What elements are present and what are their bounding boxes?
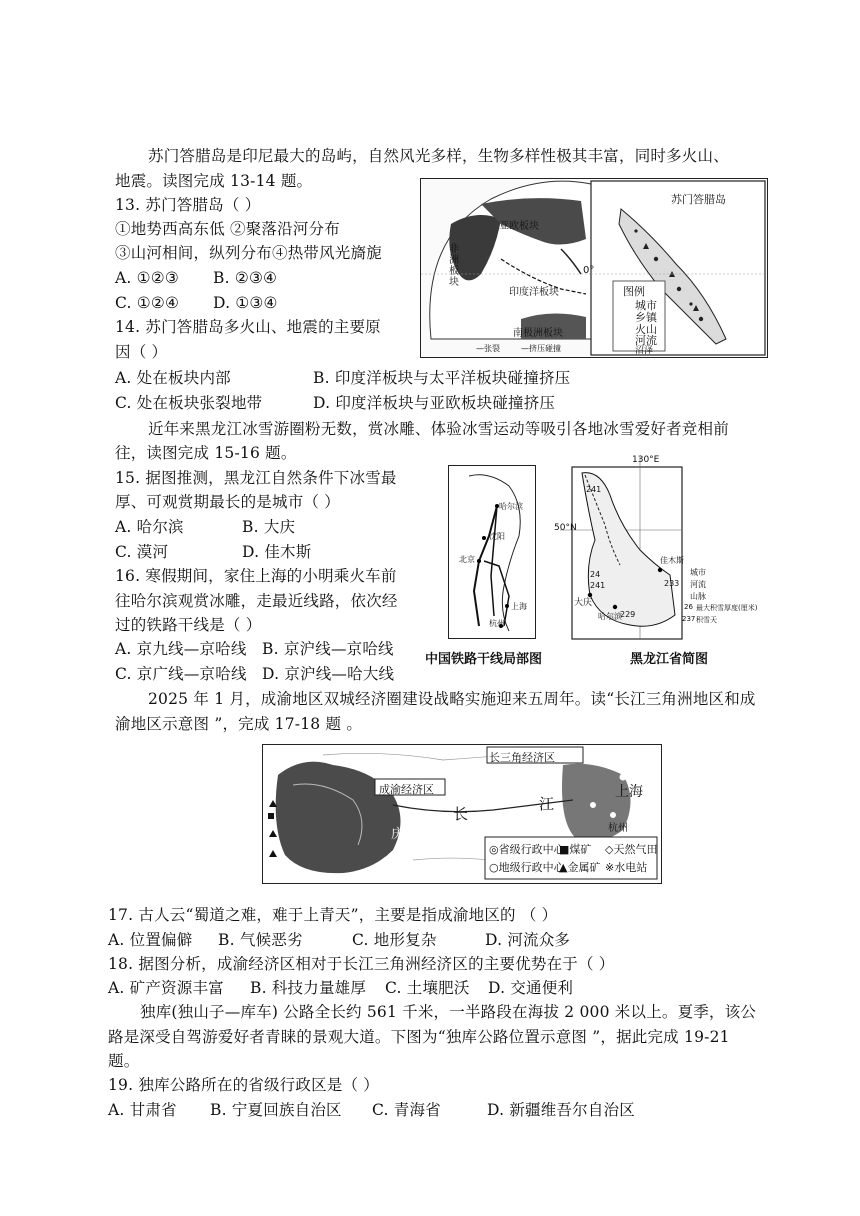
q18-option-a: A. 矿产资源丰富 xyxy=(108,979,224,997)
heilongjiang-map-caption: 黑龙江省简图 xyxy=(630,652,709,667)
q13-option-b: B. ②③④ xyxy=(213,269,278,287)
african-plate-label: 非洲板块 xyxy=(449,244,459,288)
sumatra-legend-title: 图例 xyxy=(623,285,645,298)
q13-option-c: C. ①②④ xyxy=(115,294,180,312)
chengyu-label: 成渝经济区 xyxy=(379,783,434,796)
railway-map-caption: 中国铁路干线局部图 xyxy=(425,652,543,667)
rail-city-beijing: 北京 xyxy=(459,555,475,564)
question-14-line2: 因（ ） xyxy=(115,343,168,361)
q17-option-d: D. 河流众多 xyxy=(485,931,571,949)
q17-option-a: A. 位置偏僻 xyxy=(108,931,193,949)
q16-option-d: D. 京沪线—哈大线 xyxy=(262,665,395,683)
rail-city-harbin: 哈尔滨 xyxy=(499,502,523,511)
hlj-legend-num26: 26 xyxy=(684,603,693,611)
question-17: 17. 古人云“蜀道之难，难于上青天”，主要是指成渝地区的 （ ） xyxy=(108,906,558,924)
intro-duku-line1: 独库(独山子—库车) 公路全长约 561 千米，一半路段在海拔 2 000 米以上。夏季，该公 xyxy=(140,1003,757,1021)
question-13: 13. 苏门答腊岛（ ） xyxy=(115,196,261,214)
heilongjiang-map-drawing xyxy=(560,455,760,645)
q15-option-c: C. 漠河 xyxy=(115,543,169,561)
hlj-legend-snow-depth: 最大积雪厚度(厘米) xyxy=(696,604,758,612)
q16-option-c: C. 京广线—京哈线 xyxy=(115,665,247,683)
q15-option-a: A. 哈尔滨 xyxy=(115,518,184,536)
intro-chengyu-line1: 2025 年 1 月，成渝地区双城经济圈建设战略实施迎来五周年。读“长江三角洲地区和成 xyxy=(148,690,756,708)
question-14-line1: 14. 苏门答腊岛多火山、地震的主要原 xyxy=(115,318,381,336)
q16-option-b: B. 京沪线—京哈线 xyxy=(262,640,394,658)
question-19: 19. 独库公路所在的省级行政区是（ ） xyxy=(108,1076,380,1094)
sumatra-inset-title: 苏门答腊岛 xyxy=(671,193,726,206)
intro-chengyu-line2: 渝地区示意图 ”，完成 17-18 题 。 xyxy=(115,715,363,733)
q18-option-c: C. 土壤肥沃 xyxy=(385,979,470,997)
q19-option-c: C. 青海省 xyxy=(372,1101,441,1119)
yrd-label: 长三角经济区 xyxy=(489,751,555,764)
intro-heilongjiang-line1: 近年来黑龙江冰雪游圈粉无数，赏冰雕、体验冰雪运动等吸引各地冰雪爱好者竞相前 xyxy=(148,420,729,438)
q15-option-d: D. 佳木斯 xyxy=(242,543,312,561)
eurasian-plate-label: 亚欧板块 xyxy=(499,221,539,232)
hlj-legend-city: 城市 xyxy=(690,568,706,577)
heilongjiang-map xyxy=(554,455,760,645)
intro-sumatra-line2: 地震。读图完成 13-14 题。 xyxy=(115,172,313,190)
q14-option-b: B. 印度洋板块与太平洋板块碰撞挤压 xyxy=(313,369,571,387)
q18-option-b: B. 科技力量雄厚 xyxy=(250,979,367,997)
legend-river: 河流 xyxy=(635,334,657,347)
hlj-city-jiamusi: 佳木斯 xyxy=(660,556,684,565)
yangtze-map xyxy=(262,744,662,884)
antarctic-plate-label: 南极洲板块 xyxy=(513,328,563,339)
rail-city-shenyang: 沈阳 xyxy=(489,532,505,541)
q16-option-a: A. 京九线—京哈线 xyxy=(115,640,247,658)
jiang-label: 江 xyxy=(539,795,555,813)
hlj-legend-mountain: 山脉 xyxy=(690,592,706,601)
question-15-line1: 15. 据图推测，黑龙江自然条件下冰雪最 xyxy=(115,469,397,487)
equator-label: 0° xyxy=(583,265,595,276)
chang-label: 长 xyxy=(453,805,469,823)
q14-option-c: C. 处在板块张裂地带 xyxy=(115,394,263,412)
hlj-num-24: 24 xyxy=(590,570,601,579)
rail-city-hangzhou: 杭州 xyxy=(489,619,505,628)
q17-option-c: C. 地形复杂 xyxy=(352,931,437,949)
key-collision: —挤压碰撞 xyxy=(521,344,561,353)
question-16-line1: 16. 寒假期间，家住上海的小明乘火车前 xyxy=(115,567,397,585)
q19-option-b: B. 宁夏回族自治区 xyxy=(210,1101,342,1119)
hlj-city-daqing: 大庆 xyxy=(574,598,593,608)
intro-heilongjiang-line2: 往，读图完成 15-16 题。 xyxy=(115,444,297,462)
indian-plate-label: 印度洋板块 xyxy=(509,287,559,298)
yangtze-legend-coal: ■煤矿 xyxy=(559,843,592,856)
longitude-label: 130°E xyxy=(632,455,660,465)
q13-statements-1: ①地势西高东低 ②聚落沿河分布 xyxy=(115,220,340,238)
yangtze-legend-prov-center: ◎省级行政中心 xyxy=(489,843,565,856)
hlj-num-229: 229 xyxy=(620,610,636,619)
yangtze-legend-metal: ▲金属矿 xyxy=(559,861,601,874)
q13-statements-2: ③山河相间，纵列分布④热带风光旖旎 xyxy=(115,244,382,262)
chongqing-label: 庆 xyxy=(391,827,405,842)
yangtze-legend-gas: ◇天然气田 xyxy=(605,843,658,856)
hangzhou-label: 杭州 xyxy=(608,823,628,834)
q14-option-d: D. 印度洋板块与亚欧板块碰撞挤压 xyxy=(313,394,556,412)
question-16-line3: 过的铁路干线是（ ） xyxy=(115,616,262,634)
q19-option-a: A. 甘肃省 xyxy=(108,1101,177,1119)
q13-option-d: D. ①③④ xyxy=(213,294,278,312)
hlj-city-harbin: 哈尔滨 xyxy=(598,612,622,621)
q19-option-d: D. 新疆维吾尔自治区 xyxy=(487,1101,635,1119)
railway-map xyxy=(448,465,536,639)
q14-option-a: A. 处在板块内部 xyxy=(115,369,231,387)
yangtze-legend-pref-center: ○地级行政中心 xyxy=(489,861,565,874)
yangtze-legend-hydro: ※水电站 xyxy=(605,861,648,874)
legend-volcano: 火山 xyxy=(635,323,657,336)
question-15-line2: 厚、可观赏期最长的是城市（ ） xyxy=(115,493,340,511)
hlj-legend-river: 河流 xyxy=(690,580,706,589)
q15-option-b: B. 大庆 xyxy=(242,518,296,536)
hlj-num-233: 233 xyxy=(664,579,680,588)
question-16-line2: 往哈尔滨观赏冰雕，走最近线路，依次经 xyxy=(115,592,398,610)
hlj-legend-snow-days: 积雪天 xyxy=(696,616,717,624)
legend-city: 城市 xyxy=(635,299,657,312)
question-18: 18. 据图分析，成渝经济区相对于长江三角洲经济区的主要优势在于（ ） xyxy=(108,955,615,973)
intro-sumatra-line1: 苏门答腊岛是印尼最大的岛屿，自然风光多样，生物多样性极其丰富，同时多火山、 xyxy=(148,147,729,165)
intro-duku-line2: 路是深受自驾游爱好者青睐的景观大道。下图为“独库公路位置示意图 ”，据此完成 19-21 xyxy=(108,1028,730,1046)
hlj-legend-num237: 237 xyxy=(682,615,696,623)
key-rift: —张裂 xyxy=(476,344,500,353)
sumatra-map xyxy=(420,178,768,358)
q13-option-a: A. ①②③ xyxy=(115,269,179,287)
q18-option-d: D. 交通便利 xyxy=(488,979,574,997)
legend-swamp: 沼泽 xyxy=(635,346,654,356)
shanghai-label: 上海 xyxy=(615,784,643,800)
rail-city-shanghai: 上海 xyxy=(511,602,527,611)
intro-duku-line3: 题。 xyxy=(108,1052,140,1070)
hlj-num-241-north: 241 xyxy=(586,485,602,494)
hlj-num-241: 241 xyxy=(590,581,606,590)
legend-town: 乡镇 xyxy=(635,311,657,324)
q17-option-b: B. 气候恶劣 xyxy=(218,931,303,949)
railway-map-drawing xyxy=(449,466,535,638)
latitude-label: 50°N xyxy=(554,523,577,533)
